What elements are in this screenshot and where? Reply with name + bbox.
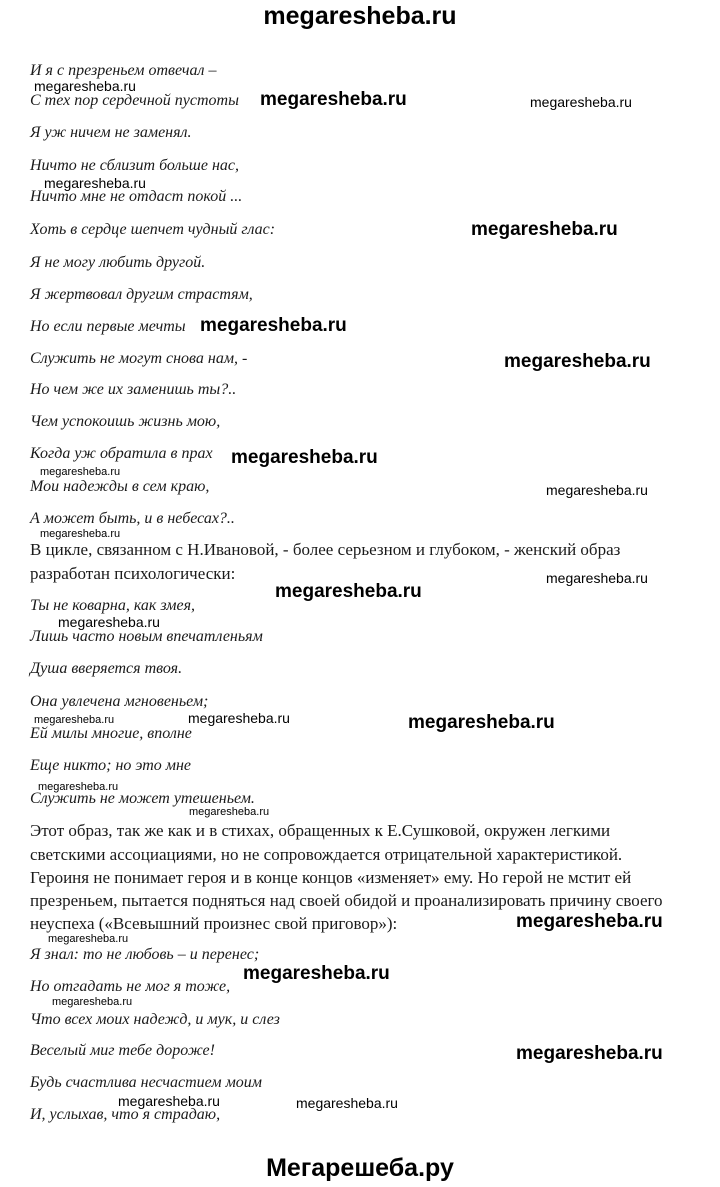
verse-line: Будь счастлива несчастием моим [30, 1074, 263, 1091]
paragraph-line: неуспеха («Всевышний произнес свой приговор»): [30, 914, 398, 933]
verse-line: Служить не может утешеньем. [30, 790, 255, 807]
verse-line: Ты не коварна, как змея, [30, 597, 196, 614]
verse-line: Но отгадать не мог я тоже, [30, 978, 231, 995]
watermark: megaresheba.ru [546, 570, 648, 586]
paragraph-line: Героиня не понимает героя и в конце концов «изменяет» ему. Но герой не мстит ей [30, 868, 632, 887]
watermark: megaresheba.ru [516, 911, 663, 932]
verse-line: Мои надежды в сем краю, [30, 478, 210, 495]
watermark: megaresheba.ru [296, 1095, 398, 1111]
verse-line: Я не могу любить другой. [30, 254, 206, 271]
verse-line: И, услыхав, что я страдаю, [30, 1106, 221, 1123]
watermark: megaresheba.ru [118, 1093, 220, 1109]
watermark: megaresheba.ru [188, 710, 290, 726]
verse-line: Лишь часто новым впечатленьям [30, 628, 263, 645]
watermark: megaresheba.ru [58, 614, 160, 630]
verse-line: Ей милы многие, вполне [30, 725, 192, 742]
watermark: megaresheba.ru [52, 996, 133, 1008]
watermark: megaresheba.ru [546, 482, 648, 498]
paragraph-line: разработан психологически: [30, 564, 236, 583]
watermark: megaresheba.ru [48, 933, 129, 945]
watermark: megaresheba.ru [38, 781, 119, 793]
verse-line: Она увлечена мгновеньем; [30, 693, 209, 710]
watermark: megaresheba.ru [504, 351, 651, 372]
verse-line: Еще никто; но это мне [30, 757, 192, 774]
verse-line: Но чем же их заменишь ты?.. [30, 381, 237, 398]
verse-line: Я знал: то не любовь – и перенес; [30, 946, 260, 963]
paragraph-line: В цикле, связанном с Н.Ивановой, - более серьезном и глубоком, - женский образ [30, 540, 621, 559]
watermark: megaresheba.ru [260, 89, 407, 110]
site-footer: Мегарешеба.ру [266, 1154, 454, 1182]
verse-line: Что всех моих надежд, и мук, и слез [30, 1011, 280, 1028]
verse-line: Ничто мне не отдаст покой ... [30, 188, 243, 205]
watermark: megaresheba.ru [44, 175, 146, 191]
watermark: megaresheba.ru [275, 581, 422, 602]
paragraph-line: Этот образ, так же как и в стихах, обращенных к Е.Сушковой, окружен легкими [30, 821, 611, 840]
watermark: megaresheba.ru [189, 806, 270, 818]
verse-line: Я жертвовал другим страстям, [30, 286, 253, 303]
verse-line: Хоть в сердце шепчет чудный глас: [30, 221, 276, 238]
verse-line: Я уж ничем не заменял. [30, 124, 192, 141]
watermark: megaresheba.ru [231, 447, 378, 468]
verse-line: А может быть, и в небесах?.. [30, 510, 235, 527]
watermark: megaresheba.ru [40, 528, 121, 540]
watermark: megaresheba.ru [200, 315, 347, 336]
watermark: megaresheba.ru [243, 963, 390, 984]
verse-line: С тех пор сердечной пустоты [30, 92, 239, 109]
site-header: megaresheba.ru [263, 2, 457, 30]
verse-line: Веселый миг тебе дороже! [30, 1042, 215, 1059]
verse-line: Ничто не сблизит больше нас, [30, 157, 240, 174]
watermark: megaresheba.ru [530, 94, 632, 110]
watermark: megaresheba.ru [471, 219, 618, 240]
paragraph-line: светскими ассоциациями, но не сопровождается отрицательной характеристикой. [30, 845, 623, 864]
watermark: megaresheba.ru [34, 714, 115, 726]
watermark: megaresheba.ru [40, 466, 121, 478]
verse-line: Когда уж обратила в прах [30, 445, 213, 462]
verse-line: И я с презреньем отвечал – [30, 62, 217, 79]
watermark: megaresheba.ru [516, 1043, 663, 1064]
verse-line: Чем успокоишь жизнь мою, [30, 413, 221, 430]
watermark: megaresheba.ru [408, 712, 555, 733]
verse-line: Служить не могут снова нам, - [30, 350, 248, 367]
paragraph-line: презреньем, пытается подняться над своей обидой и проанализировать причину своего [30, 891, 663, 910]
verse-line: Душа вверяется твоя. [30, 660, 183, 677]
verse-line: Но если первые мечты [30, 318, 186, 335]
watermark: megaresheba.ru [34, 78, 136, 94]
